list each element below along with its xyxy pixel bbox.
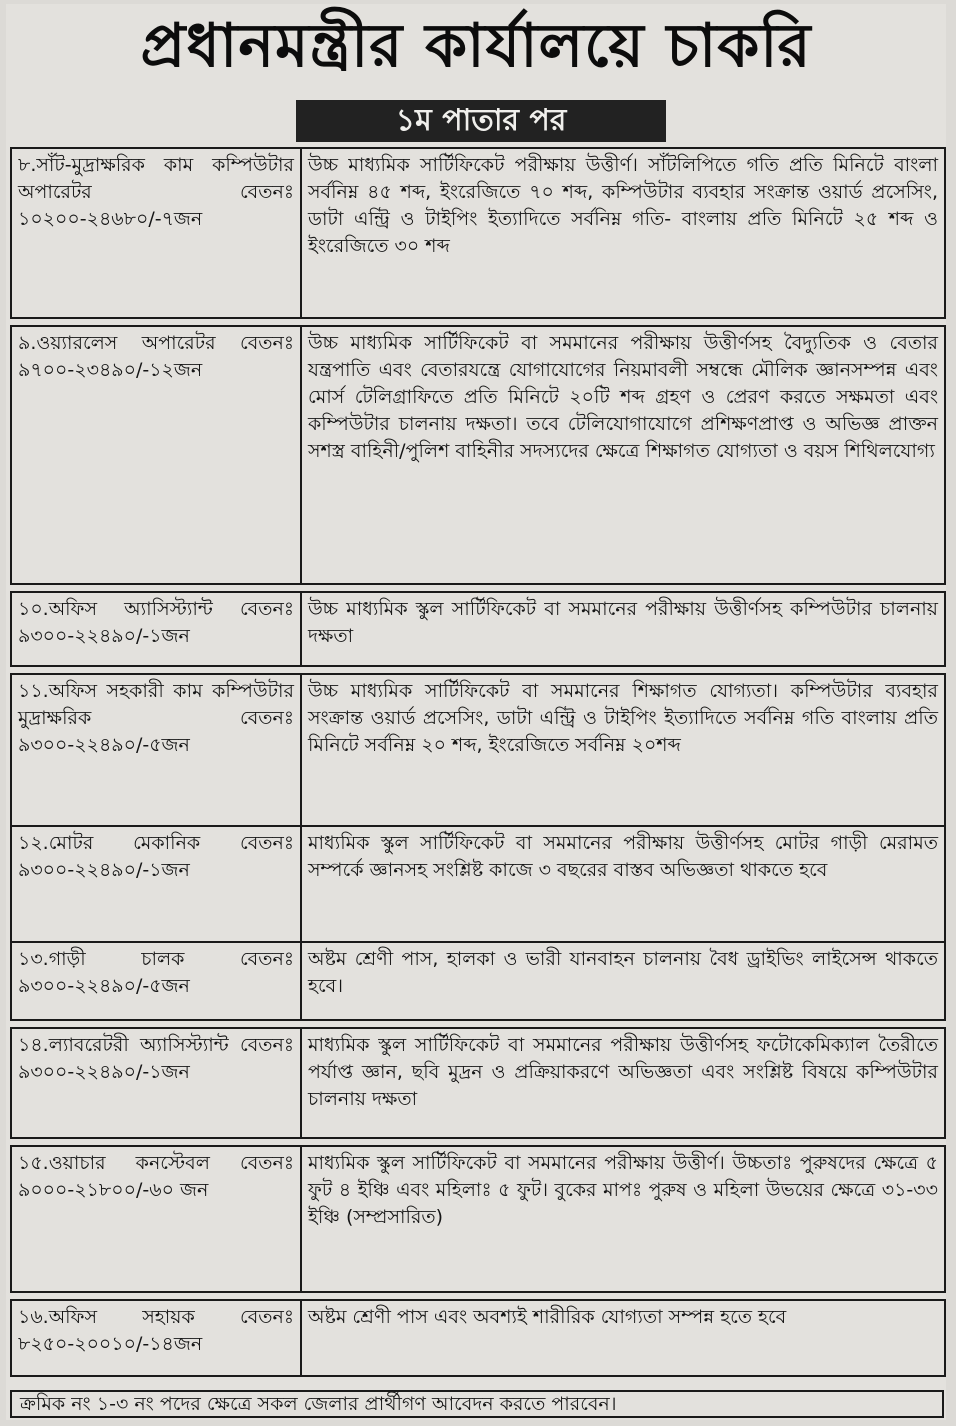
table-row — [11, 148, 945, 318]
post-cell: ১১.অফিস সহকারী কাম কম্পিউটার মুদ্রাক্ষরিক বেতনঃ ৯৩০০-২২৪৯০/-৫জন — [11, 674, 301, 826]
table-row — [11, 592, 945, 666]
requirement-cell: উচ্চ মাধ্যমিক সার্টিফিকেট বা সমমানের শিক্ষাগত যোগ্যতা। কম্পিউটার ব্যবহার সংক্রান্ত ওয়ার্ড প্রসেসিং, ডাটা এন্ট্রি ও টাইপিং ইত্যাদিতে সর্বনিম্ন গতি বাংলায় প্রতি মিনিটে সর্বনিম্ন ২০ শব্দ, ইংরেজিতে সর্বনিম্ন ২০শব্দ — [301, 674, 945, 826]
footer-note: ক্রমিক নং ১-৩ নং পদের ক্ষেত্রে সকল জেলার প্রার্থীগণ আবেদন করতে পারবেন। — [10, 1390, 944, 1418]
requirement-cell: মাধ্যমিক স্কুল সার্টিফিকেট বা সমমানের পরীক্ষায় উত্তীর্ণসহ মোটর গাড়ী মেরামত সম্পর্কে জ্ঞানসহ সংশ্লিষ্ট কাজে ৩ বছরের বাস্তব অভিজ্ঞতা থাকতে হবে — [301, 826, 945, 942]
requirement-cell: মাধ্যমিক স্কুল সার্টিফিকেট বা সমমানের পরীক্ষায় উত্তীর্ণ। উচ্চতাঃ পুরুষদের ক্ষেত্রে ৫ ফুট ৪ ইঞ্চি এবং মহিলাঃ ৫ ফুট। বুকের মাপঃ পুরুষ ও মহিলা উভয়ের ক্ষেত্রে ৩১-৩৩ ইঞ্চি (সম্প্রসারিত) — [301, 1146, 945, 1292]
post-cell: ১০.অফিস অ্যাসিস্ট্যান্ট বেতনঃ ৯৩০০-২২৪৯০/-১জন — [11, 592, 301, 666]
post-cell: ৯.ওয়্যারলেস অপারেটর বেতনঃ ৯৭০০-২৩৪৯০/-১২জন — [11, 326, 301, 584]
requirement-cell: অষ্টম শ্রেণী পাস এবং অবশ্যই শারীরিক যোগ্যতা সম্পন্ন হতে হবে — [301, 1300, 945, 1376]
post-cell: ১৩.গাড়ী চালক বেতনঃ ৯৩০০-২২৪৯০/-৫জন — [11, 942, 301, 1020]
post-cell: ১৬.অফিস সহায়ক বেতনঃ ৮২৫০-২০০১০/-১৪জন — [11, 1300, 301, 1376]
requirement-cell: উচ্চ মাধ্যমিক সার্টিফিকেট বা সমমানের পরীক্ষায় উত্তীর্ণসহ বৈদ্যুতিক ও বেতার যন্ত্রপাতি এবং বেতারযন্ত্রে যোগাযোগের নিয়মাবলী সম্বন্ধে মৌলিক জ্ঞানসম্পন্ন এবং মোর্স টেলিগ্রাফিতে প্রতি মিনিটে ২০টি শব্দ গ্রহণ ও প্রেরণ করতে সক্ষমতা এবং কম্পিউটার চালনায় দক্ষতা। তবে টেলিযোগাযোগে প্রশিক্ষণপ্রাপ্ত ও অভিজ্ঞ প্রাক্তন সশস্ত্র বাহিনী/পুলিশ বাহিনীর সদস্যদের ক্ষেত্রে শিক্ষাগত যোগ্যতা ও বয়স শিথিলযোগ্য — [301, 326, 945, 584]
table-row — [11, 1300, 945, 1376]
requirement-cell: উচ্চ মাধ্যমিক সার্টিফিকেট পরীক্ষায় উত্তীর্ণ। সাঁটলিপিতে গতি প্রতি মিনিটে বাংলা সর্বনিম্ন ৪৫ শব্দ, ইংরেজিতে ৭০ শব্দ, কম্পিউটার ব্যবহার সংক্রান্ত ওয়ার্ড প্রসেসিং, ডাটা এন্ট্রি ও টাইপিং ইত্যাদিতে সর্বনিম্ন গতি- বাংলায় প্রতি মিনিটে ২৫ শব্দ ও ইংরেজিতে ৩০ শব্দ — [301, 148, 945, 318]
post-cell: ৮.সাঁট-মুদ্রাক্ষরিক কাম কম্পিউটার অপারেটর বেতনঃ ১০২০০-২৪৬৮০/-৭জন — [11, 148, 301, 318]
post-cell: ১২.মোটর মেকানিক বেতনঃ ৯৩০০-২২৪৯০/-১জন — [11, 826, 301, 942]
table-row — [11, 826, 945, 942]
newspaper-clipping — [6, 4, 946, 1420]
requirement-cell: মাধ্যমিক স্কুল সার্টিফিকেট বা সমমানের পরীক্ষায় উত্তীর্ণসহ ফটোকেমিক্যাল তৈরীতে পর্যাপ্ত জ্ঞান, ছবি মুদ্রন ও প্রক্রিয়াকরণে অভিজ্ঞতা এবং সংশ্লিষ্ট বিষয়ে কম্পিউটার চালনায় দক্ষতা — [301, 1028, 945, 1138]
table-row — [11, 1028, 945, 1138]
post-cell: ১৪.ল্যাবরেটরী অ্যাসিস্ট্যান্ট বেতনঃ ৯৩০০-২২৪৯০/-১জন — [11, 1028, 301, 1138]
table-row — [11, 326, 945, 584]
table-row — [11, 942, 945, 1020]
requirement-cell: অষ্টম শ্রেণী পাস, হালকা ও ভারী যানবাহন চালনায় বৈধ ড্রাইভিং লাইসেন্স থাকতে হবে। — [301, 942, 945, 1020]
table-row — [11, 674, 945, 826]
job-table — [10, 147, 946, 1377]
table-row — [11, 1146, 945, 1292]
page-title: প্রধানমন্ত্রীর কার্যালয়ে চাকরি — [140, 11, 812, 81]
post-cell: ১৫.ওয়াচার কনস্টেবল বেতনঃ ৯০০০-২১৮০০/-৬০ জন — [11, 1146, 301, 1292]
continuation-banner: ১ম পাতার পর — [296, 100, 666, 142]
requirement-cell: উচ্চ মাধ্যমিক স্কুল সার্টিফিকেট বা সমমানের পরীক্ষায় উত্তীর্ণসহ কম্পিউটার চালনায় দক্ষতা — [301, 592, 945, 666]
